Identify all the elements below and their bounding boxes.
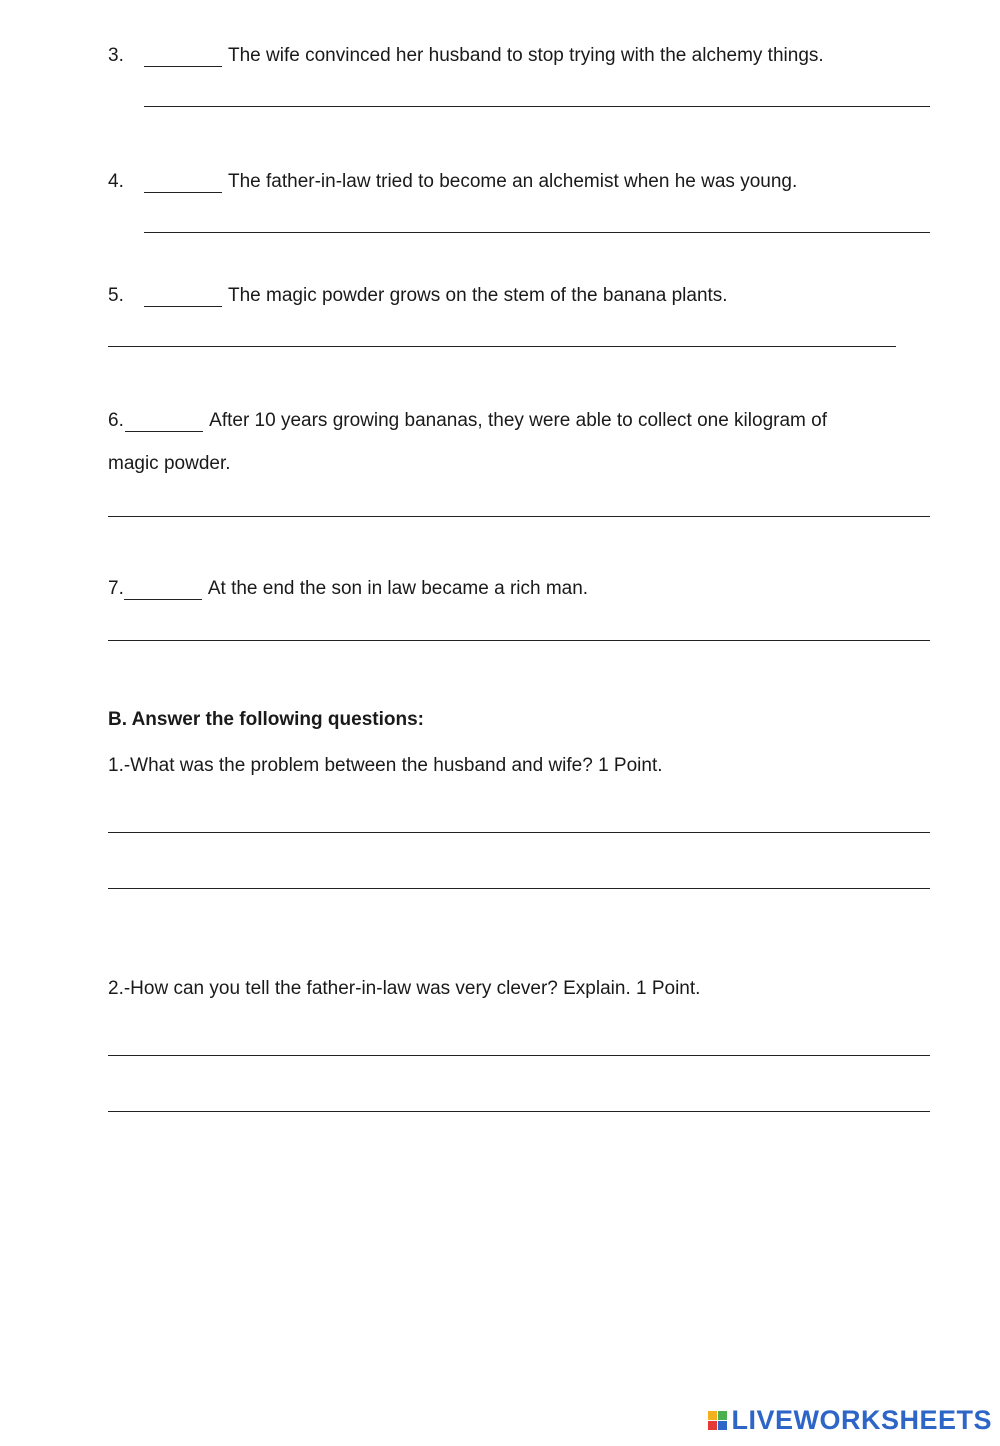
statement-text: The father-in-law tried to become an alchemist when he was young.: [228, 171, 798, 192]
true-false-blank-3[interactable]: [144, 49, 222, 67]
answer-line-5[interactable]: [108, 320, 896, 347]
question-1-answer-line-1[interactable]: [108, 806, 930, 833]
logo-mark-square: [718, 1411, 727, 1420]
statement-7: [108, 577, 588, 601]
true-false-blank-4[interactable]: [144, 175, 222, 193]
answer-line-3[interactable]: [144, 80, 930, 107]
statement-text: At the end the son in law became a rich man.: [207, 578, 589, 599]
question-2: 2.-How can you tell the father-in-law was very clever? Explain. 1 Point.: [108, 978, 701, 999]
statement-6: [108, 409, 827, 433]
answer-line-7[interactable]: [108, 614, 930, 641]
item-number: 6.: [108, 410, 124, 431]
logo-text: LIVEWORKSHEETS: [731, 1405, 992, 1435]
section-b-heading: B. Answer the following questions:: [108, 709, 424, 730]
statement-text: The wife convinced her husband to stop trying with the alchemy things.: [228, 45, 824, 66]
item-number: 5.: [108, 285, 124, 306]
statement-text: The magic powder grows on the stem of the banana plants.: [228, 285, 728, 306]
statement-6-continued: magic powder.: [108, 453, 231, 474]
answer-line-6[interactable]: [108, 490, 930, 517]
answer-line-4[interactable]: [144, 206, 930, 233]
logo-mark-square: [708, 1411, 717, 1420]
statement-text: After 10 years growing bananas, they were able to collect one kilogram of: [209, 410, 827, 431]
statement-3: [108, 44, 824, 68]
statement-5: [108, 284, 728, 308]
logo-mark-square: [708, 1421, 717, 1430]
question-1: 1.-What was the problem between the husband and wife? 1 Point.: [108, 755, 663, 776]
logo-mark-square: [718, 1421, 727, 1430]
logo-mark-icon: [708, 1411, 727, 1430]
liveworksheets-logo: [708, 1405, 992, 1436]
statement-4: [108, 170, 797, 194]
question-2-answer-line-1[interactable]: [108, 1029, 930, 1056]
true-false-blank-6[interactable]: [125, 414, 203, 432]
true-false-blank-5[interactable]: [144, 289, 222, 307]
item-number: 4.: [108, 171, 124, 192]
question-2-answer-line-2[interactable]: [108, 1085, 930, 1112]
true-false-blank-7[interactable]: [124, 582, 202, 600]
item-number: 7.: [108, 578, 124, 599]
question-1-answer-line-2[interactable]: [108, 862, 930, 889]
item-number: 3.: [108, 45, 124, 66]
